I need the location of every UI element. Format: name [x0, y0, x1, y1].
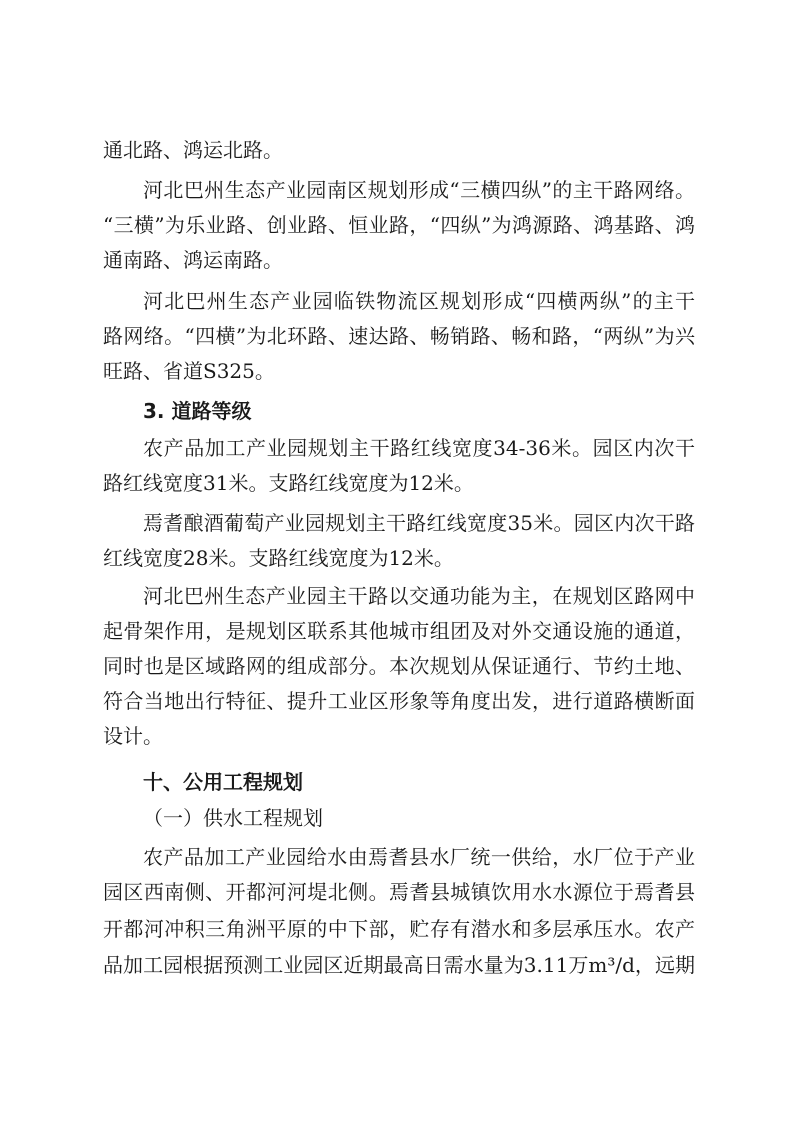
- paragraph-line: 路网络。“四横”为北环路、速达路、畅销路、畅和路，“两纵”为兴: [103, 324, 695, 348]
- paragraph-line: 园区西南侧、开都河河堤北侧。焉耆县城镇饮用水水源位于焉耆县: [103, 880, 695, 904]
- subsection-heading: （一）供水工程规划: [143, 806, 323, 830]
- paragraph-line: 通南路、鸿运南路。: [103, 248, 283, 272]
- paragraph-line: 河北巴州生态产业园主干路以交通功能为主，在规划区路网中: [143, 584, 695, 608]
- paragraph-line: 河北巴州生态产业园南区规划形成“三横四纵”的主干路网络。: [143, 178, 695, 202]
- paragraph-line: 起骨架作用，是规划区联系其他城市组团及对外交通设施的通道，: [103, 619, 695, 643]
- paragraph-line: 焉耆酿酒葡萄产业园规划主干路红线宽度35米。园区内次干路: [143, 511, 695, 535]
- paragraph-line: “三横”为乐业路、创业路、恒业路，“四纵”为鸿源路、鸿基路、鸿: [103, 213, 695, 237]
- paragraph-line: 农产品加工产业园给水由焉耆县水厂统一供给，水厂位于产业: [143, 845, 695, 869]
- section-heading: 3. 道路等级: [143, 399, 252, 423]
- paragraph-line: 通北路、鸿运北路。: [103, 138, 283, 162]
- paragraph-line: 河北巴州生态产业园临铁物流区规划形成“四横两纵”的主干: [143, 289, 695, 313]
- paragraph-line: 符合当地出行特征、提升工业区形象等角度出发，进行道路横断面: [103, 689, 695, 713]
- paragraph-line: 旺路、省道S325。: [103, 359, 275, 383]
- chapter-heading: 十、公用工程规划: [143, 770, 303, 794]
- paragraph-line: 红线宽度28米。支路红线宽度为12米。: [103, 546, 454, 570]
- paragraph-line: 设计。: [103, 724, 163, 748]
- paragraph-line: 同时也是区域路网的组成部分。本次规划从保证通行、节约土地、: [103, 654, 695, 678]
- paragraph-line: 路红线宽度31米。支路红线宽度为12米。: [103, 471, 474, 495]
- paragraph-line: 开都河冲积三角洲平原的中下部，贮存有潜水和多层承压水。农产: [103, 917, 695, 941]
- paragraph-line: 农产品加工产业园规划主干路红线宽度34-36米。园区内次干: [143, 436, 695, 460]
- paragraph-line: 品加工园根据预测工业园区近期最高日需水量为3.11万m³/d，远期: [103, 953, 695, 977]
